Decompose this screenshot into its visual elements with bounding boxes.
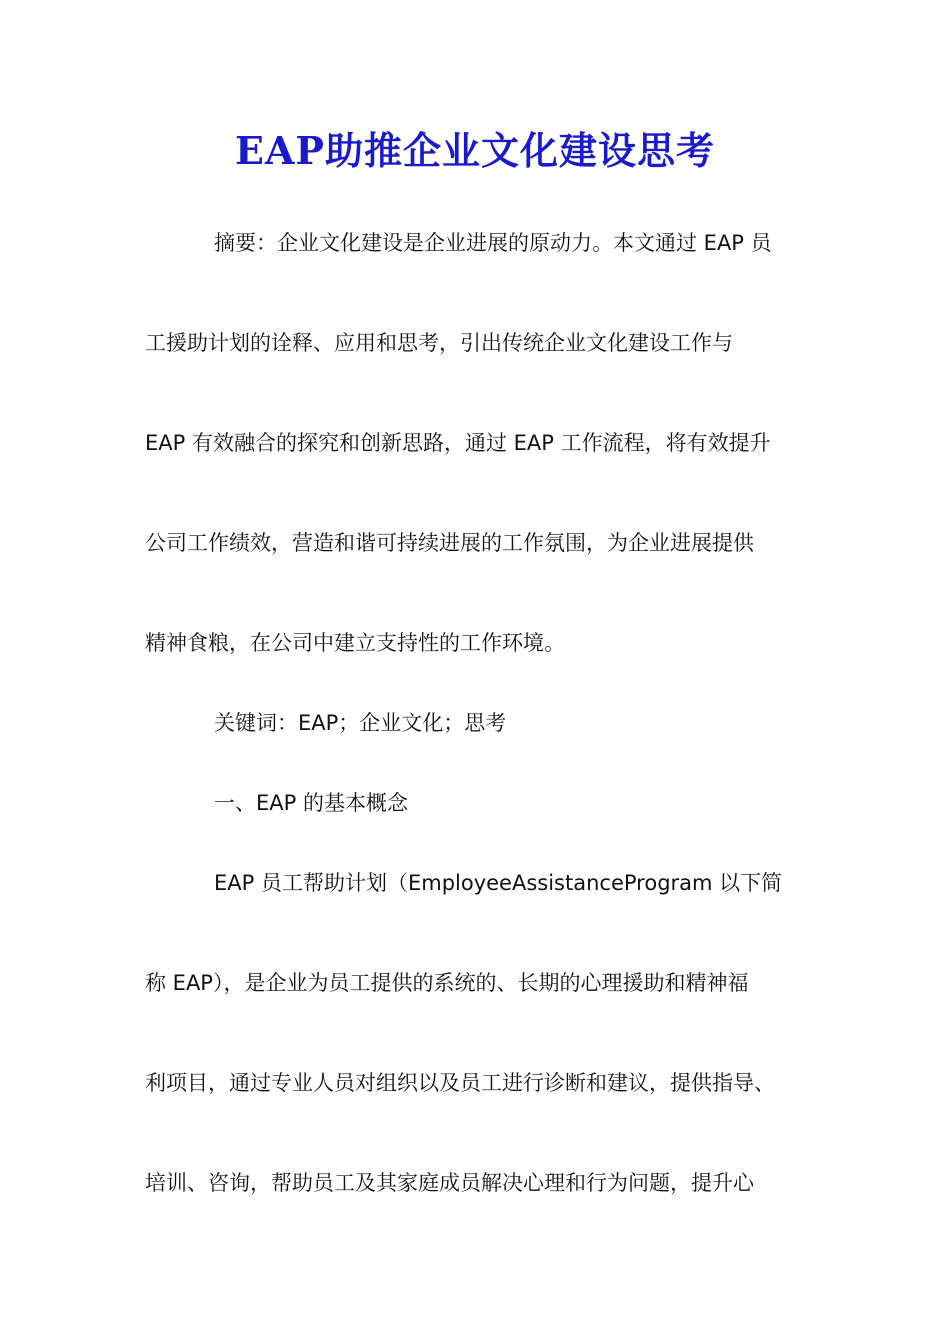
keywords-line: 关键词：EAP；企业文化；思考	[214, 711, 507, 735]
document-title: EAP助推企业文化建设思考	[234, 128, 716, 173]
body-line: EAP 员工帮助计划（EmployeeAssistanceProgram 以下简	[214, 871, 783, 895]
abstract-line: EAP 有效融合的探究和创新思路，通过 EAP 工作流程，将有效提升	[145, 431, 771, 455]
section-heading: 一、EAP 的基本概念	[214, 791, 408, 815]
body-line: 称 EAP），是企业为员工提供的系统的、长期的心理援助和精神福	[145, 971, 749, 995]
abstract-line: 精神食粮，在公司中建立支持性的工作环境。	[145, 631, 565, 655]
abstract-line: 工援助计划的诠释、应用和思考，引出传统企业文化建设工作与	[145, 331, 733, 355]
body-line: 培训、咨询，帮助员工及其家庭成员解决心理和行为问题，提升心	[145, 1171, 754, 1195]
body-line: 利项目，通过专业人员对组织以及员工进行诊断和建议，提供指导、	[145, 1071, 775, 1095]
abstract-line: 摘要：企业文化建设是企业进展的原动力。本文通过 EAP 员	[214, 231, 772, 255]
abstract-line: 公司工作绩效，营造和谐可持续进展的工作氛围，为企业进展提供	[145, 531, 754, 555]
